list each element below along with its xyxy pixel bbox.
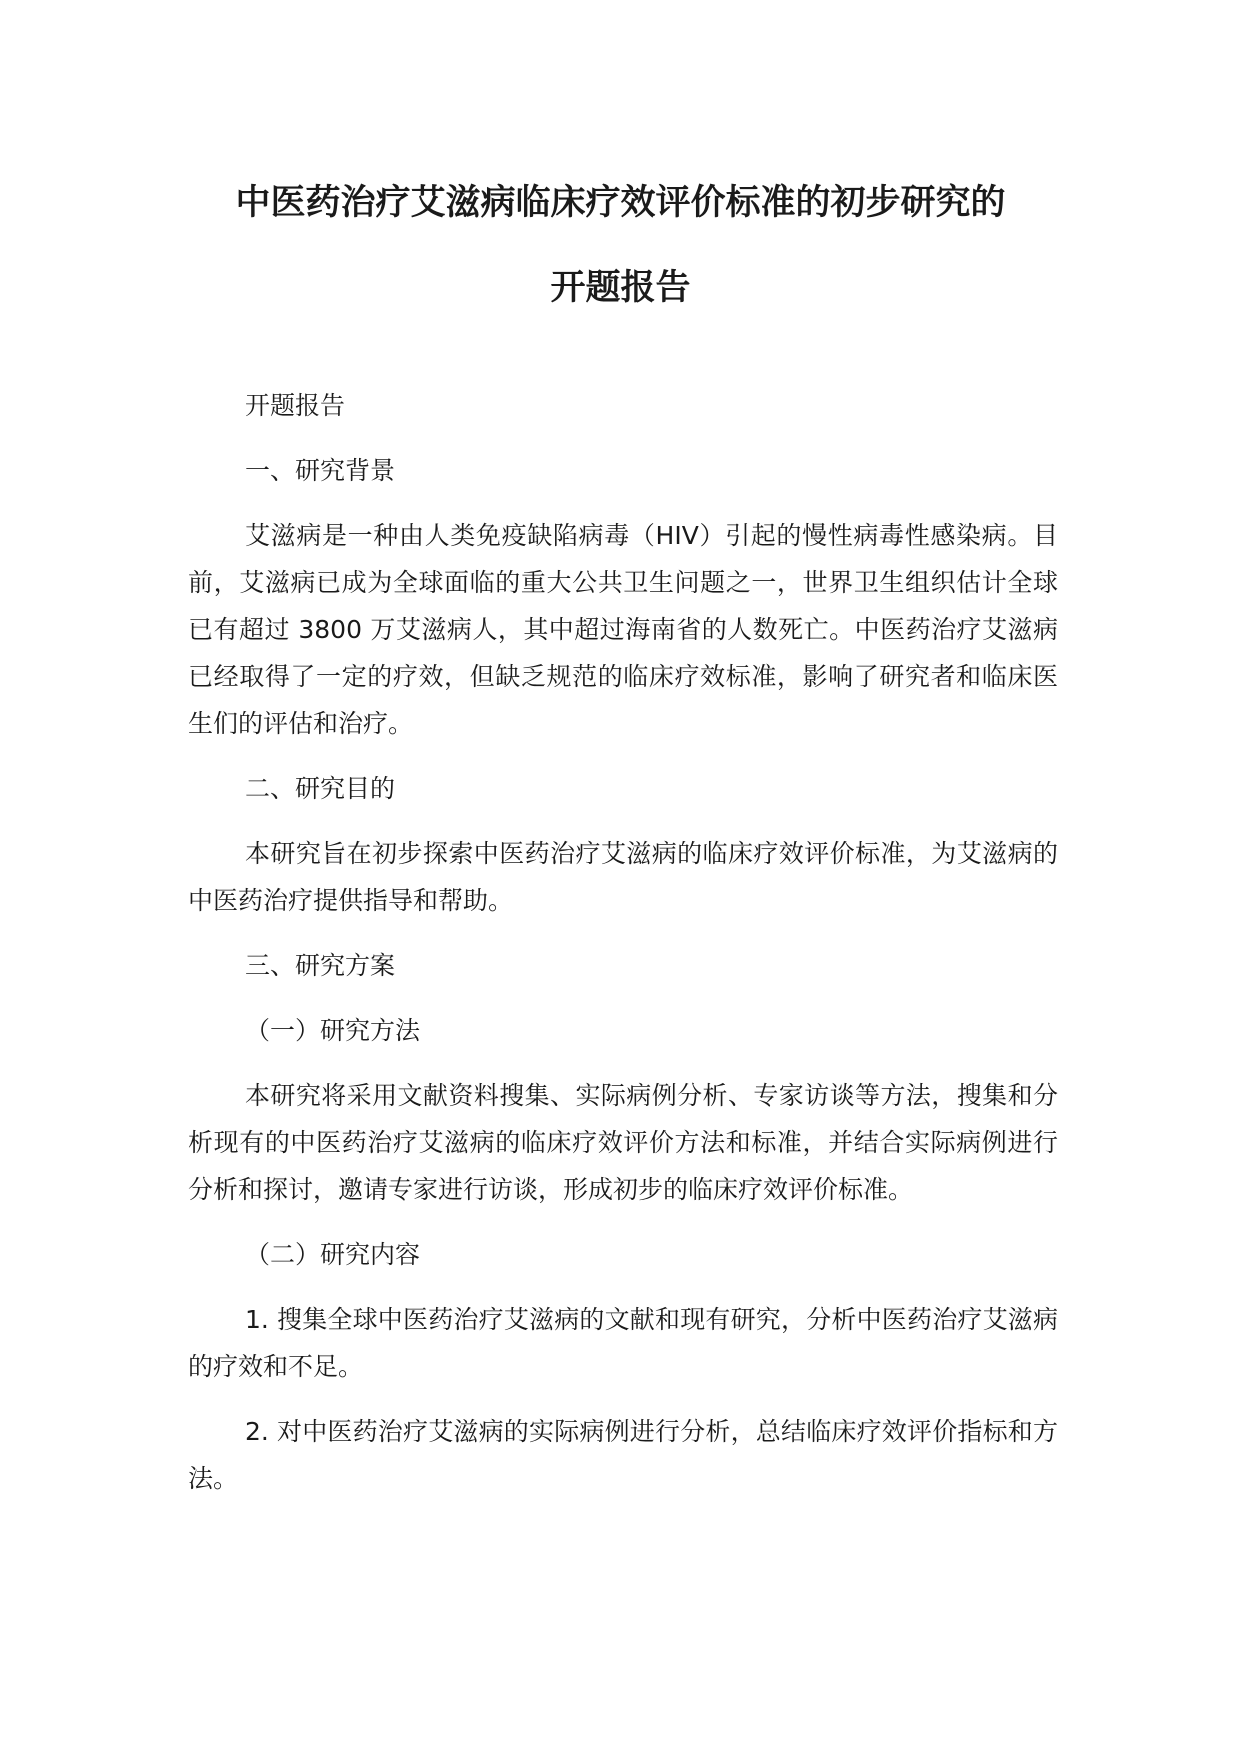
- subsection-heading-method: （一）研究方法: [245, 1016, 421, 1045]
- section-heading-aim: 二、研究目的: [245, 774, 396, 803]
- document-title-line2: 开题报告: [550, 268, 691, 308]
- paragraph-method: 本研究将采用文献资料搜集、实际病例分析、专家访谈等方法，搜集和分析现有的中医药治疗艾滋病的临床疗效评价方法和标准，并结合实际病例进行分析和探讨，邀请专家进行访谈，形成初步的临床疗效评价标准。: [188, 1081, 1058, 1204]
- document-body: [188, 382, 1058, 1520]
- report-label: 开题报告: [245, 391, 346, 420]
- document-title-line1: 中医药治疗艾滋病临床疗效评价标准的初步研究的: [235, 183, 1006, 223]
- list-item-2: 2. 对中医药治疗艾滋病的实际病例进行分析，总结临床疗效评价指标和方法。: [188, 1417, 1058, 1493]
- subsection-heading-content: （二）研究内容: [245, 1240, 421, 1269]
- paragraph-background: 艾滋病是一种由人类免疫缺陷病毒（HIV）引起的慢性病毒性感染病。目前，艾滋病已成为全球面临的重大公共卫生问题之一，世界卫生组织估计全球已有超过 3800 万艾滋病人，其中超过海南省的人数死亡。中医药治疗艾滋病已经取得了一定的疗效，但缺乏规范的临床疗效标准，影响了研究者和临床医生们的评估和治疗。: [188, 521, 1058, 738]
- paragraph-aim: 本研究旨在初步探索中医药治疗艾滋病的临床疗效评价标准，为艾滋病的中医药治疗提供指导和帮助。: [188, 839, 1058, 915]
- list-item-1: 1. 搜集全球中医药治疗艾滋病的文献和现有研究，分析中医药治疗艾滋病的疗效和不足。: [188, 1305, 1058, 1381]
- section-heading-background: 一、研究背景: [245, 456, 396, 485]
- section-heading-plan: 三、研究方案: [245, 951, 396, 980]
